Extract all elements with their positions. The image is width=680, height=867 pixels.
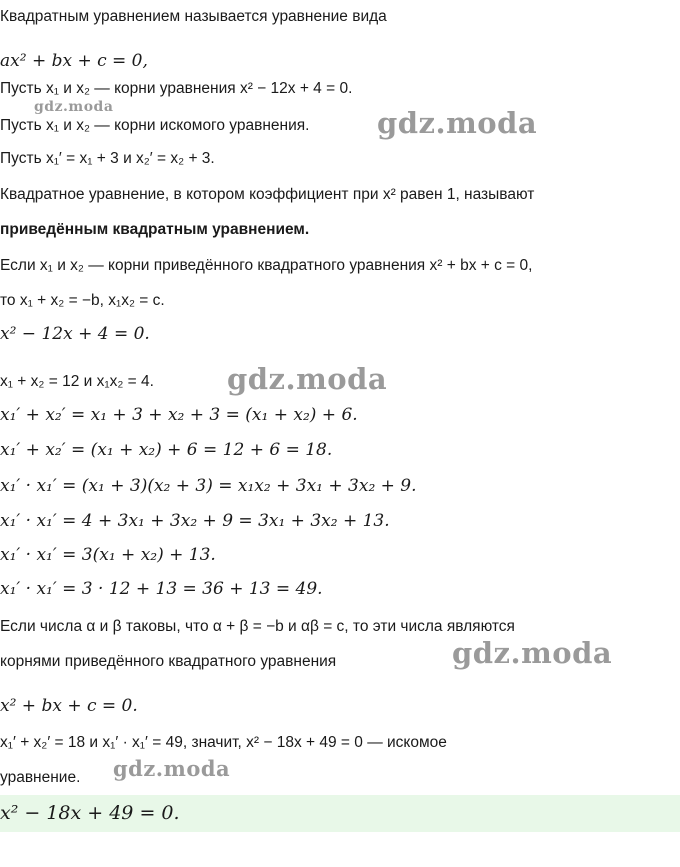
formula-line-17: x₁′ · x₁′ = 3 · 12 + 13 = 36 + 13 = 49. [0, 579, 323, 599]
formula-line-15: x₁′ · x₁′ = 4 + 3x₁ + 3x₂ + 9 = 3x₁ + 3x₂ + 13. [0, 511, 390, 531]
formula-line-20: x² + bx + c = 0. [0, 696, 138, 716]
text-line-5: Пусть x₁′ = x₁ + 3 и x₂′ = x₂ + 3. [0, 150, 215, 167]
text-line-18: Если числа α и β таковы, что α + β = −b и αβ = c, то эти числа являются [0, 618, 515, 635]
text-line-6: Квадратное уравнение, в котором коэффициент при x² равен 1, называют [0, 186, 535, 203]
watermark-large-1: gdz.moda [377, 106, 538, 140]
answer-box [0, 795, 680, 832]
text-line-9: то x₁ + x₂ = −b, x₁x₂ = c. [0, 292, 165, 309]
text-line-21: x₁′ + x₂′ = 18 и x₁′ · x₁′ = 49, значит, x² − 18x + 49 = 0 — искомое [0, 734, 447, 751]
watermark-small-1: gdz.moda [34, 99, 114, 115]
text-line-11: x₁ + x₂ = 12 и x₁x₂ = 4. [0, 373, 154, 390]
answer-formula: x² − 18x + 49 = 0. [0, 802, 180, 824]
text-line-7-bold: приведённым квадратным уравнением. [0, 221, 310, 238]
formula-line-10: x² − 12x + 4 = 0. [0, 324, 150, 344]
text-line-4: Пусть x₁ и x₂ — корни искомого уравнения. [0, 117, 310, 134]
text-line-19: корнями приведённого квадратного уравнения [0, 653, 337, 670]
formula-line-14: x₁′ · x₁′ = (x₁ + 3)(x₂ + 3) = x₁x₂ + 3x₁ + 3x₂ + 9. [0, 476, 417, 496]
watermark-large-2: gdz.moda [227, 362, 388, 396]
text-line-3: Пусть x₁ и x₂ — корни уравнения x² − 12x + 4 = 0. [0, 80, 353, 97]
text-line-22: уравнение. [0, 769, 81, 786]
formula-line-16: x₁′ · x₁′ = 3(x₁ + x₂) + 13. [0, 545, 216, 565]
watermark-large-3: gdz.moda [452, 636, 613, 670]
formula-general-equation: ax² + bx + c = 0, [0, 51, 148, 71]
text-line-8: Если x₁ и x₂ — корни приведённого квадратного уравнения x² + bx + c = 0, [0, 257, 533, 274]
watermark-small-2: gdz.moda [113, 756, 231, 781]
formula-line-13: x₁′ + x₂′ = (x₁ + x₂) + 6 = 12 + 6 = 18. [0, 440, 333, 460]
text-line-1: Квадратным уравнением называется уравнение вида [0, 8, 387, 25]
formula-line-12: x₁′ + x₂′ = x₁ + 3 + x₂ + 3 = (x₁ + x₂) + 6. [0, 405, 358, 425]
